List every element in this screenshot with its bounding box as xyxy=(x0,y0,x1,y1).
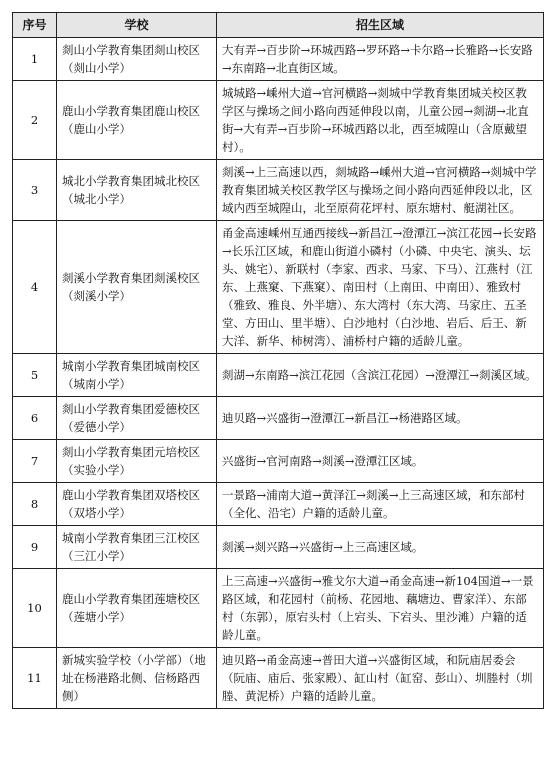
table-row xyxy=(13,38,544,81)
row-number: 3 xyxy=(13,160,57,221)
enrollment-zone-table xyxy=(12,12,544,709)
row-zone: 迪贝路→甬金高速→普田大道→兴盛街区域，和阮庙居委会（阮庙、庙后、张家殿）、缸山村（缸窑、彭山）、圳塍村（圳塍、黄泥桥）户籍的适龄儿童。 xyxy=(217,648,544,709)
row-school: 鹿山小学教育集团鹿山校区（鹿山小学） xyxy=(57,81,217,160)
row-number: 8 xyxy=(13,483,57,526)
row-number: 4 xyxy=(13,221,57,354)
row-school: 城南小学教育集团三江校区（三江小学） xyxy=(57,526,217,569)
row-school: 鹿山小学教育集团莲塘校区（莲塘小学） xyxy=(57,569,217,648)
row-school: 鹿山小学教育集团双塔校区（双塔小学） xyxy=(57,483,217,526)
row-zone: 剡湖→东南路→滨江花园（含滨江花园）→澄潭江→剡溪区域。 xyxy=(217,354,544,397)
row-number: 7 xyxy=(13,440,57,483)
header-number: 序号 xyxy=(13,13,57,38)
row-school: 剡山小学教育集团剡山校区（剡山小学） xyxy=(57,38,217,81)
row-number: 1 xyxy=(13,38,57,81)
row-number: 2 xyxy=(13,81,57,160)
table-row xyxy=(13,648,544,709)
table-row xyxy=(13,354,544,397)
table-row xyxy=(13,221,544,354)
header-zone: 招生区域 xyxy=(217,13,544,38)
row-school: 剡山小学教育集团爱德校区（爱德小学） xyxy=(57,397,217,440)
table-row xyxy=(13,569,544,648)
row-school: 新城实验学校（小学部）（地址在杨港路北侧、信杨路西侧） xyxy=(57,648,217,709)
row-school: 城北小学教育集团城北校区（城北小学） xyxy=(57,160,217,221)
row-zone: 迪贝路→兴盛街→澄潭江→新昌江→杨港路区域。 xyxy=(217,397,544,440)
row-number: 11 xyxy=(13,648,57,709)
row-number: 5 xyxy=(13,354,57,397)
row-zone: 一景路→浦南大道→黄泽江→剡溪→上三高速区域，和东部村（全化、沿宅）户籍的适龄儿童。 xyxy=(217,483,544,526)
table-header-row xyxy=(13,13,544,38)
table-row xyxy=(13,483,544,526)
header-school: 学校 xyxy=(57,13,217,38)
row-zone: 剡溪→剡兴路→兴盛街→上三高速区域。 xyxy=(217,526,544,569)
row-zone: 城城路→嵊州大道→官河横路→剡城中学教育集团城关校区教学区与操场之间小路向西延伸段以南，儿童公园→剡湖→北直街→大有弄→百步阶→环城西路以北，西至城隍山（含原戴望村）。 xyxy=(217,81,544,160)
table-row xyxy=(13,81,544,160)
row-zone: 剡溪→上三高速以西，剡城路→嵊州大道→官河横路→剡城中学教育集团城关校区教学区与操场之间小路向西延伸段以北，区域内西至城隍山，北至原荷花坪村、原东塘村、艇湖社区。 xyxy=(217,160,544,221)
row-number: 10 xyxy=(13,569,57,648)
row-school: 城南小学教育集团城南校区（城南小学） xyxy=(57,354,217,397)
row-number: 6 xyxy=(13,397,57,440)
table-row xyxy=(13,440,544,483)
table-row xyxy=(13,397,544,440)
row-zone: 上三高速→兴盛街→雅戈尔大道→甬金高速→新104国道→一景路区域，和花园村（前杨、花园地、藕塘边、曹家洋）、东部村（东郭），原宕头村（上宕头、下宕头、里沙滩）户籍的适龄儿童。 xyxy=(217,569,544,648)
row-school: 剡溪小学教育集团剡溪校区（剡溪小学） xyxy=(57,221,217,354)
table-row xyxy=(13,160,544,221)
row-zone: 兴盛街→官河南路→剡溪→澄潭江区域。 xyxy=(217,440,544,483)
row-zone: 大有弄→百步阶→环城西路→罗环路→卡尔路→长雅路→长安路→东南路→北直街区域。 xyxy=(217,38,544,81)
row-school: 剡山小学教育集团元培校区（实验小学） xyxy=(57,440,217,483)
row-number: 9 xyxy=(13,526,57,569)
table-row xyxy=(13,526,544,569)
row-zone: 甬金高速嵊州互通西接线→新昌江→澄潭江→滨江花园→长安路→长乐江区域，和鹿山街道小磷村（小磷、中央宅、演头、坛头、姚宅）、新联村（李家、西求、马家、下马）、江燕村（江东、上燕窠、下燕窠）、南田村（上南田、中南田）、雅致村（雅致、雅良、外半塘）、东大湾村（东大湾、马家庄、五圣堂、方田山、里半塘）、白沙地村（白沙地、岩后、后王、新大洋、新华、柿树湾）、浦桥村户籍的适龄儿童。 xyxy=(217,221,544,354)
